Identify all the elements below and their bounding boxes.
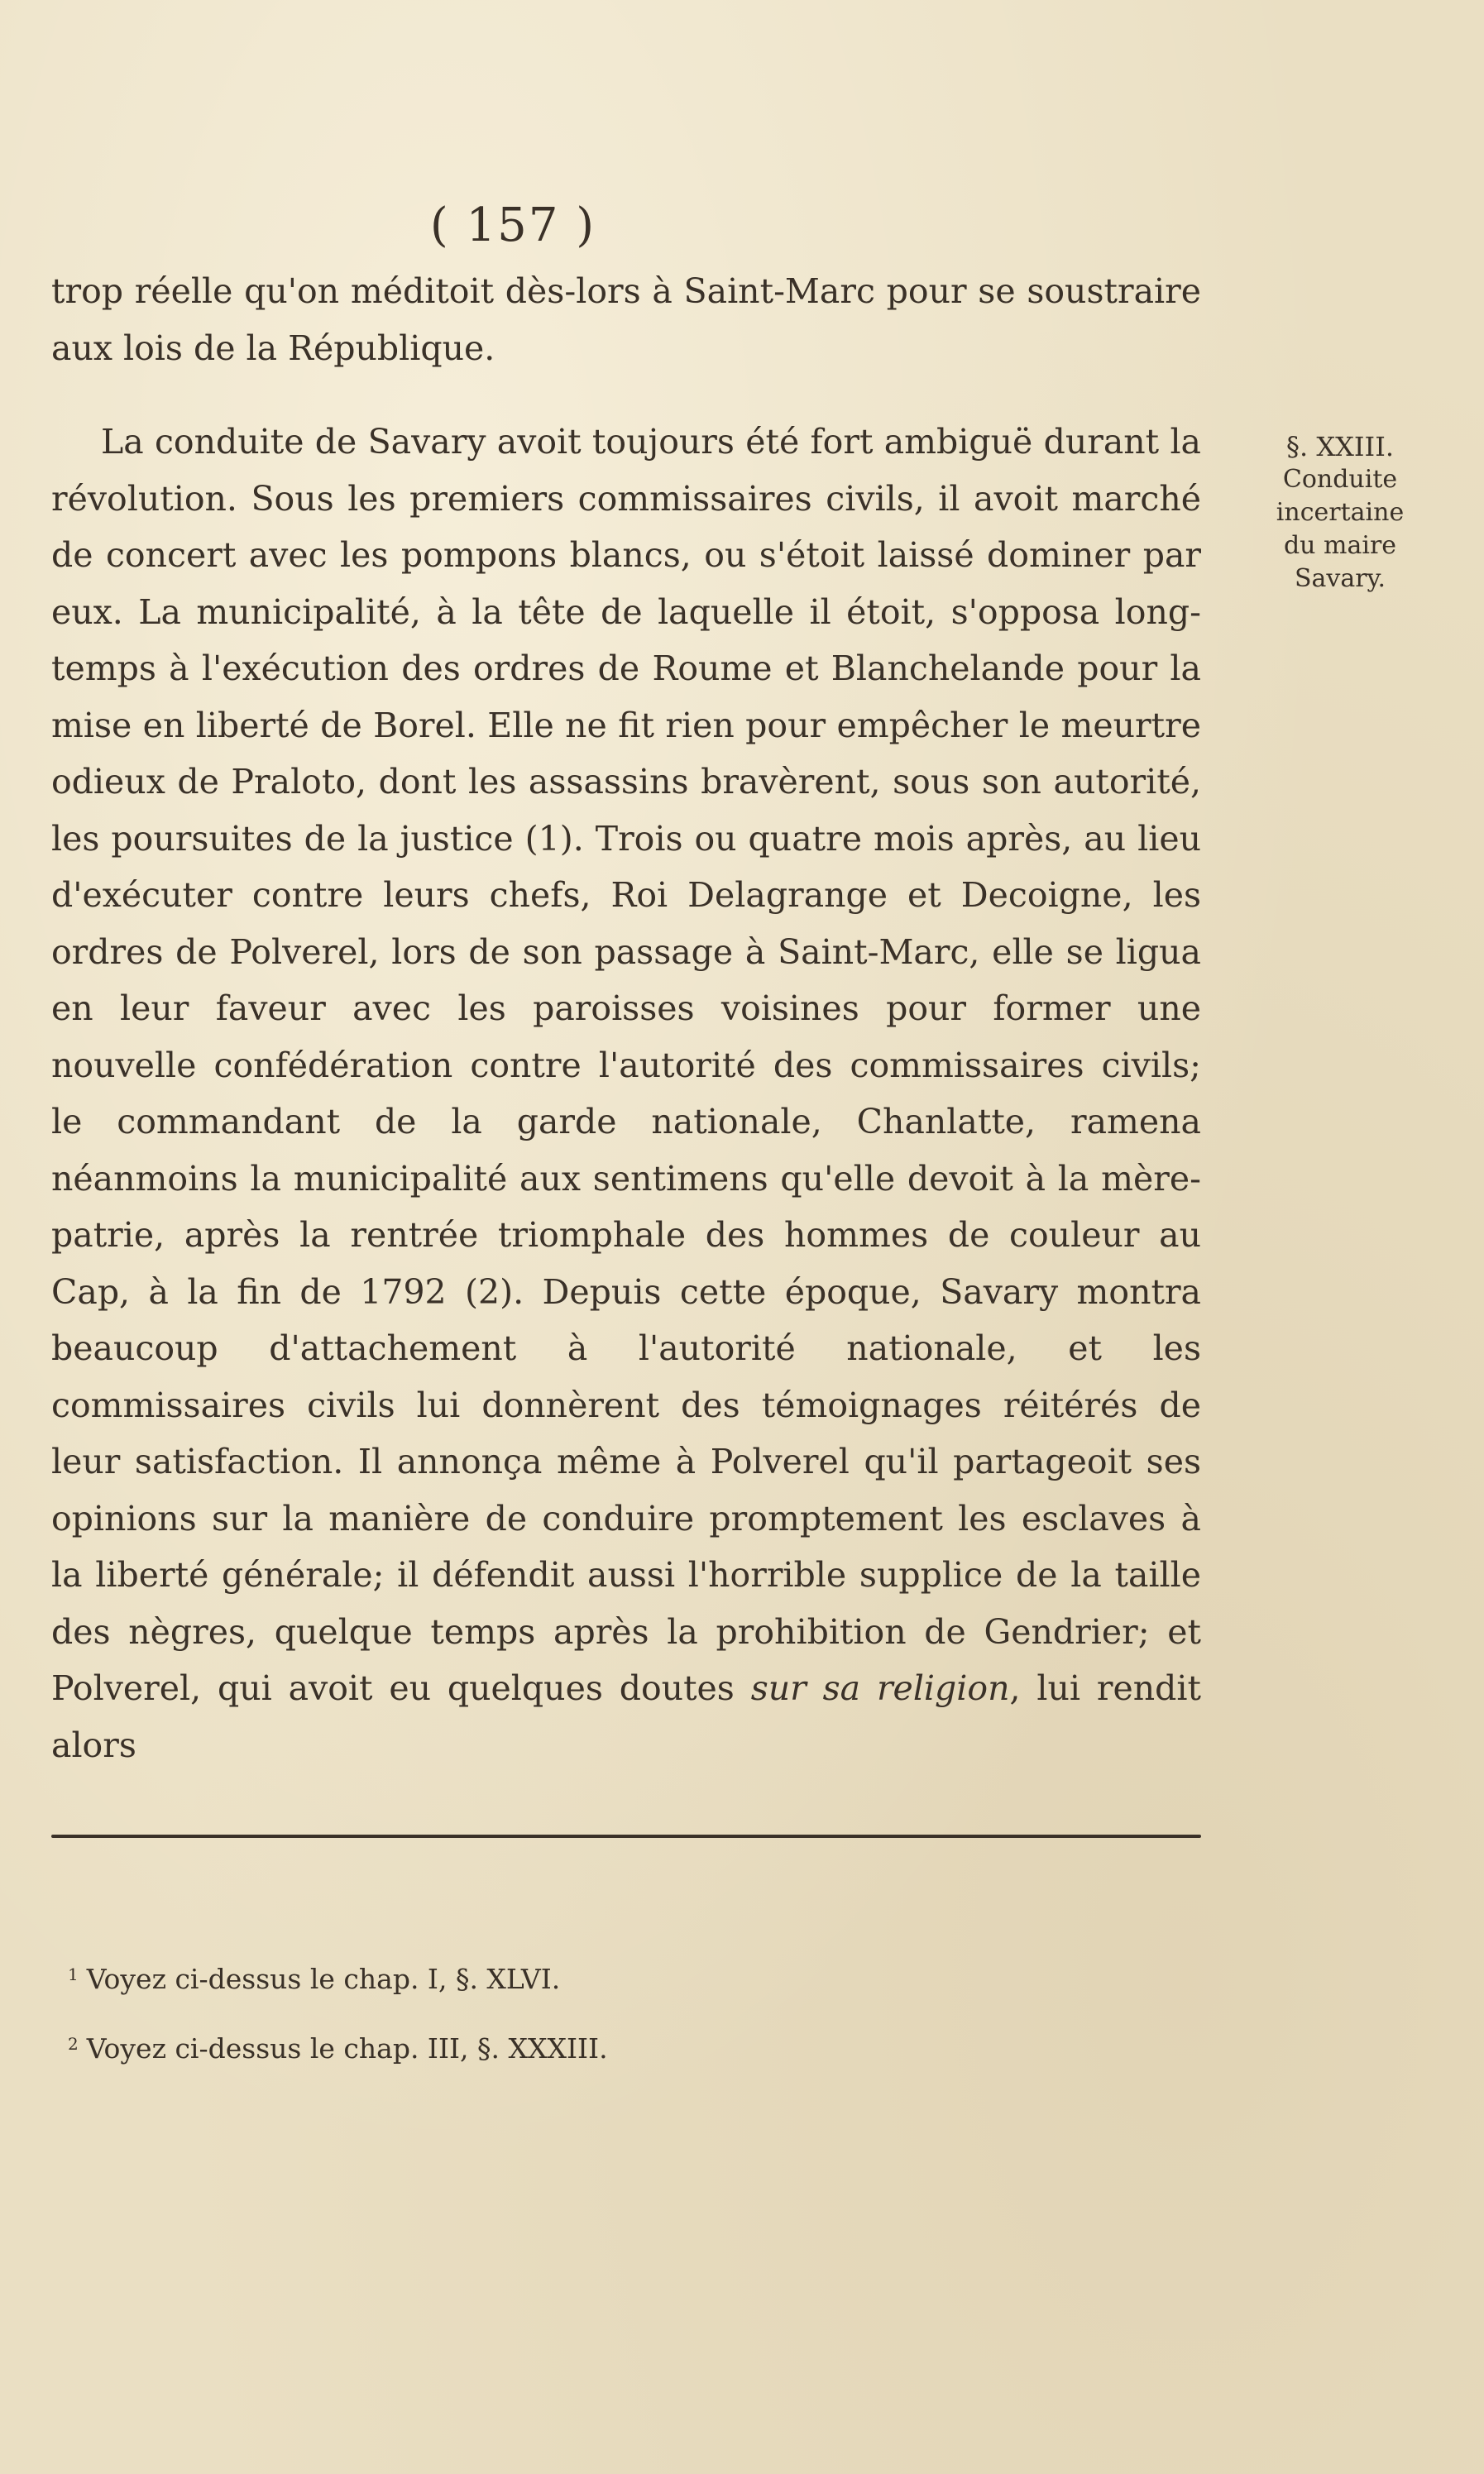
- footnote-marker: 2: [68, 2034, 79, 2054]
- intro-text: trop réelle qu'on méditoit dès-lors à Saint-Marc pour se soustraire aux lois de la République.: [51, 271, 1201, 368]
- main-italic-phrase: sur sa religion: [750, 1668, 1010, 1708]
- footnote-marker: 1: [68, 1964, 79, 1984]
- margin-note-line: du maire: [1283, 531, 1397, 560]
- margin-note: [1241, 430, 1439, 596]
- main-paragraph: [51, 414, 1201, 1773]
- footnote-divider: [51, 1835, 1201, 1838]
- margin-note-line: Conduite: [1282, 465, 1398, 494]
- intro-paragraph: [51, 263, 1201, 376]
- footnote: [68, 1942, 1060, 2012]
- main-text-before-italic: La conduite de Savary avoit toujours été fort ambiguë durant la révolution. Sous les premiers commissaires civils, il avoit marché de concert avec les pompons blancs, ou s'étoit laissé dominer par eux. La municipalité, à la tête de laquelle il étoit, s'opposa long-temps à l'exécution des ordres de Roume et Blanchelande pour la mise en liberté de Borel. Elle ne fit rien pour empêcher le meurtre odieux de Praloto, dont les assassins bravèrent, sous son autorité, les poursuites de la justice (1). Trois ou quatre mois après, au lieu d'exécuter contre leurs chefs, Roi Delagrange et Decoigne, les ordres de Polverel, lors de son passage à Saint-Marc, elle se ligua en leur faveur avec les paroisses voisines pour former une nouvelle confédération contre l'autorité des commissaires civils; le commandant de la garde nationale, Chanlatte, ramena néanmoins la municipalité aux sentimens qu'elle devoit à la mère-patrie, après la rentrée triomphale des hommes de couleur au Cap, à la fin de 1792 (2). Depuis cette époque, Savary montra beaucoup d'attachement à l'autorité nationale, et les commissaires civils lui donnèrent des témoignages réitérés de leur satisfaction. Il annonça même à Polverel qu'il partageoit ses opinions sur la manière de conduire promptement les esclaves à la liberté générale; il défendit aussi l'horrible supplice de la taille des nègres, quelque temps après la prohibition de Gendrier; et Polverel, qui avoit eu quelques doutes: [51, 422, 1201, 1708]
- footnote-text: Voyez ci-dessus le chap. III, §. XXXIII.: [86, 2032, 608, 2065]
- margin-note-section: §. XXIII.: [1286, 431, 1394, 462]
- footnote: [68, 2012, 1060, 2081]
- page-number: ( 157 ): [429, 199, 596, 252]
- footnote-text: Voyez ci-dessus le chap. I, §. XLVI.: [86, 1963, 561, 1995]
- footnotes: [68, 1942, 1060, 2081]
- main-text-after-italic: , lui rendit alors: [51, 1668, 1201, 1765]
- margin-note-line: Savary.: [1294, 564, 1386, 593]
- margin-note-line: incertaine: [1276, 498, 1405, 527]
